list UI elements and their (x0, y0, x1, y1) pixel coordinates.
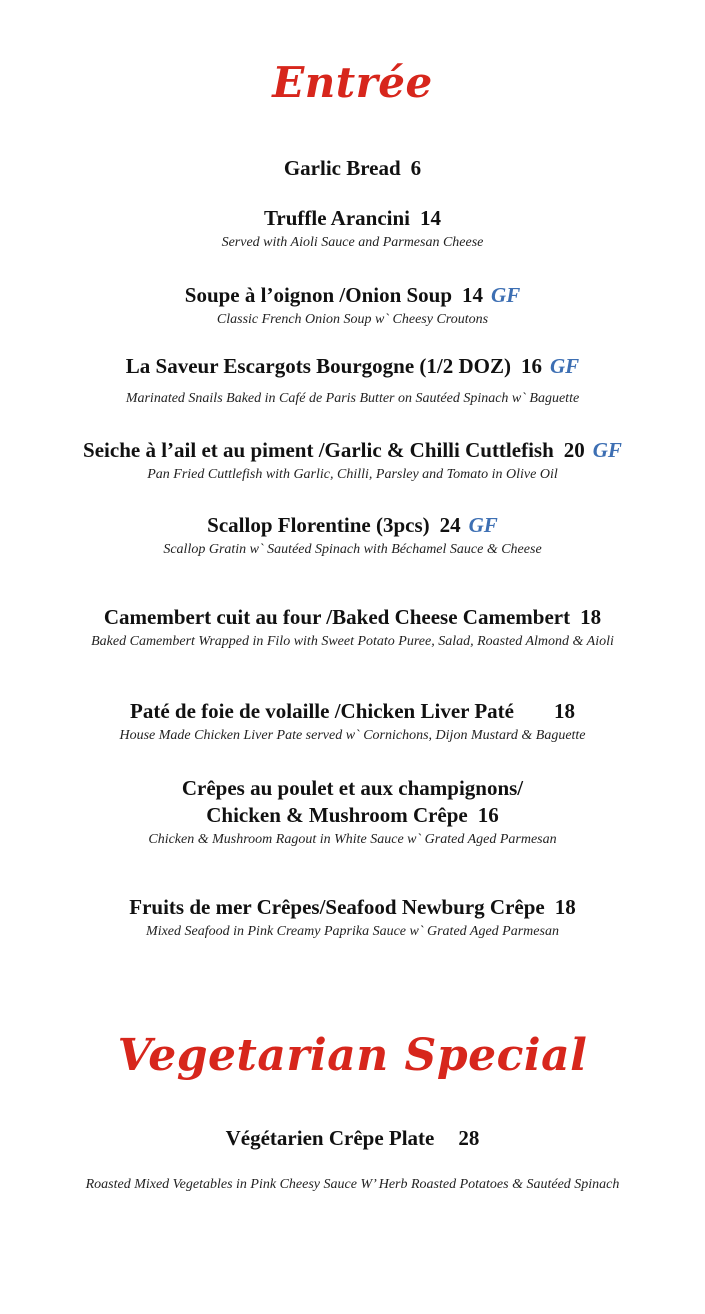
gf-badge: GF (491, 283, 521, 307)
item-title (0, 698, 705, 725)
item-price: 16 (521, 354, 542, 378)
item-name: Seiche à l’ail et au piment /Garlic & Chilli Cuttlefish (83, 438, 554, 462)
menu-item-camembert (0, 604, 705, 653)
menu-item-cuttlefish (0, 437, 705, 486)
item-price: 18 (580, 605, 602, 629)
menu-item-onion-soup (0, 282, 705, 331)
vegetarian-heading: Vegetarian Special (117, 1030, 588, 1081)
item-price: 28 (458, 1126, 480, 1150)
menu-item-chicken-liver-pate (0, 698, 705, 747)
item-name: Truffle Arancini (263, 206, 410, 230)
item-title (0, 205, 705, 232)
item-name: Scallop Florentine (3pcs) (207, 513, 430, 537)
item-description: Classic French Onion Soup w` Cheesy Croutons (216, 312, 489, 327)
item-title-french: Crêpes au poulet et aux champignons/ (181, 776, 524, 800)
item-name: Paté de foie de volaille /Chicken Liver Paté (130, 699, 514, 723)
item-description: Baked Camembert Wrapped in Filo with Sweet Potato Puree, Salad, Roasted Almond & Aioli (91, 634, 614, 649)
item-description: House Made Chicken Liver Pate served w` Cornichons, Dijon Mustard & Baguette (119, 728, 586, 743)
item-name: Fruits de mer Crêpes/Seafood Newburg Crêpe (129, 895, 545, 919)
gf-badge: GF (550, 354, 580, 378)
item-title (0, 282, 705, 309)
menu-item-escargots (0, 353, 705, 410)
menu-item-seafood-crepe (0, 894, 705, 943)
item-name: Camembert cuit au four /Baked Cheese Camembert (103, 605, 571, 629)
item-title (0, 155, 705, 182)
item-price: 20 (563, 438, 585, 462)
item-price: 6 (410, 156, 422, 180)
item-price: 18 (554, 895, 576, 919)
gf-badge: GF (592, 438, 622, 462)
gf-badge: GF (468, 513, 498, 537)
item-description: Mixed Seafood in Pink Creamy Paprika Sauce w` Grated Aged Parmesan (146, 924, 559, 939)
item-price: 14 (462, 283, 484, 307)
item-name: La Saveur Escargots Bourgogne (1/2 DOZ) (125, 354, 511, 378)
item-title (0, 894, 705, 921)
item-title (0, 1125, 705, 1152)
menu-item-garlic-bread (0, 155, 705, 182)
item-name: Soupe à l’oignon /Onion Soup (184, 283, 453, 307)
item-title (0, 802, 705, 829)
menu-item-chicken-mushroom-crepe (0, 775, 705, 851)
item-title (0, 353, 705, 380)
item-title (0, 512, 705, 539)
item-price: 14 (420, 206, 441, 230)
item-description: Pan Fried Cuttlefish with Garlic, Chilli, Parsley and Tomato in Olive Oil (147, 467, 558, 482)
item-title (0, 437, 705, 464)
item-description: Scallop Gratin w` Sautéed Spinach with Béchamel Sauce & Cheese (163, 542, 542, 557)
menu-item-vegetarian-crepe (0, 1125, 705, 1196)
item-title (0, 604, 705, 631)
entree-heading: Entrée (272, 58, 433, 107)
item-description: Served with Aioli Sauce and Parmesan Cheese (221, 235, 484, 250)
item-description: Marinated Snails Baked in Café de Paris Butter on Sautéed Spinach w` Baguette (125, 391, 580, 406)
item-description: Roasted Mixed Vegetables in Pink Cheesy Sauce W’ Herb Roasted Potatoes & Sautéed Spinach (85, 1177, 620, 1192)
item-name: Chicken & Mushroom Crêpe (206, 803, 468, 827)
item-price: 18 (553, 699, 575, 723)
item-price: 24 (439, 513, 461, 537)
item-name: Garlic Bread (283, 156, 401, 180)
menu-item-scallop-florentine (0, 512, 705, 561)
menu-item-truffle-arancini (0, 205, 705, 254)
item-price: 16 (477, 803, 499, 827)
item-name: Végétarien Crêpe Plate (225, 1126, 435, 1150)
item-description: Chicken & Mushroom Ragout in White Sauce w` Grated Aged Parmesan (148, 832, 557, 847)
